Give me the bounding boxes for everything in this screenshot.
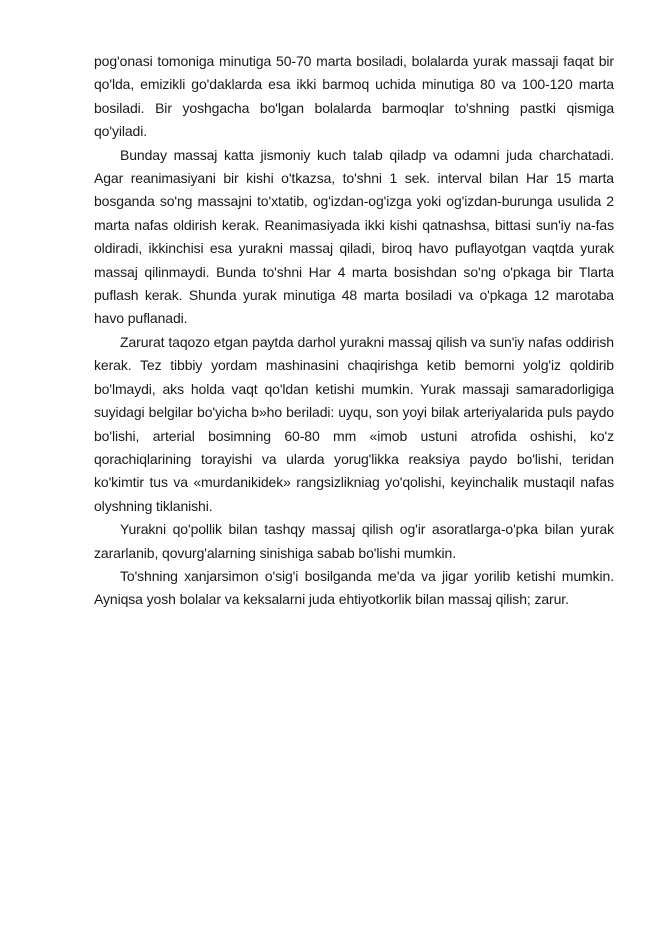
- document-page: [94, 50, 614, 612]
- paragraph: pog'onasi tomoniga minutiga 50-70 marta bosiladi, bolalarda yurak massaji faqat bir qo'lda, emizikli go'daklarda esa ikki barmoq uchida minutiga 80 va 100-120 marta bosiladi. Bir yoshgacha bo'lgan bolalarda barmoqlar to'shning pastki qismiga qo'yiladi.: [94, 53, 614, 140]
- paragraph: Zarurat taqozo etgan paytda darhol yurakni massaj qilish va sun'iy nafas oddirish kerak. Tez tibbiy yordam mashinasini chaqirishga ketib bemorni yolg'iz qoldirib bo'lmaydi, aks holda vaqt qo'ldan ketishi mumkin. Yurak massaji samaradorligiga suyidagi belgilar bo'yicha b»ho beriladi: uyqu, son yoyi bilak arteriyalarida puls paydo bo'lishi, arterial bosimning 60-80 mm «imob ustuni atrofida oshishi, ko'z qorachiqlarining torayishi va ularda yorug'likka reaksiya paydo bo'lishi, teridan ko'kimtir tus va «murdanikidek» rangsizlikniag yo'qolishi, keyinchalik mustaqil nafas olyshning tiklanishi.: [94, 333, 614, 514]
- paragraph: Bunday massaj katta jismoniy kuch talab qiladp va odamni juda charchatadi. Agar reanimasiyani bir kishi o'tkazsa, to'shni 1 sek. interval bilan Har 15 marta bosganda so'ng massajni to'xtatib, og'izdan-og'izga yoki og'izdan-burunga usulida 2 marta nafas oldirish kerak. Reanimasiyada ikki kishi qatnashsa, bittasi sun'iy na-fas oldiradi, ikkinchisi esa yurakni massaj qiladi, biroq havo puflayotgan vaqtda yurak massaj qilinmaydi. Bunda to'shni Har 4 marta bosishdan so'ng o'pkaga bir Tlarta puflash kerak. Shunda yurak minutiga 48 marta bosiladi va o'pkaga 12 marotaba havo puflanadi.: [94, 146, 614, 327]
- paragraph: To'shning xanjarsimon o'sig'i bosilganda me'da va jigar yorilib ketishi mumkin. Ayniqsa yosh bolalar va keksalarni juda ehtiyotkorlik bilan massaj qilish; zarur.: [94, 567, 614, 608]
- paragraph: Yurakni qo'pollik bilan tashqy massaj qilish og'ir asoratlarga-o'pka bilan yurak zararlanib, qovurg'alarning sinishiga sabab bo'lishi mumkin.: [94, 521, 614, 561]
